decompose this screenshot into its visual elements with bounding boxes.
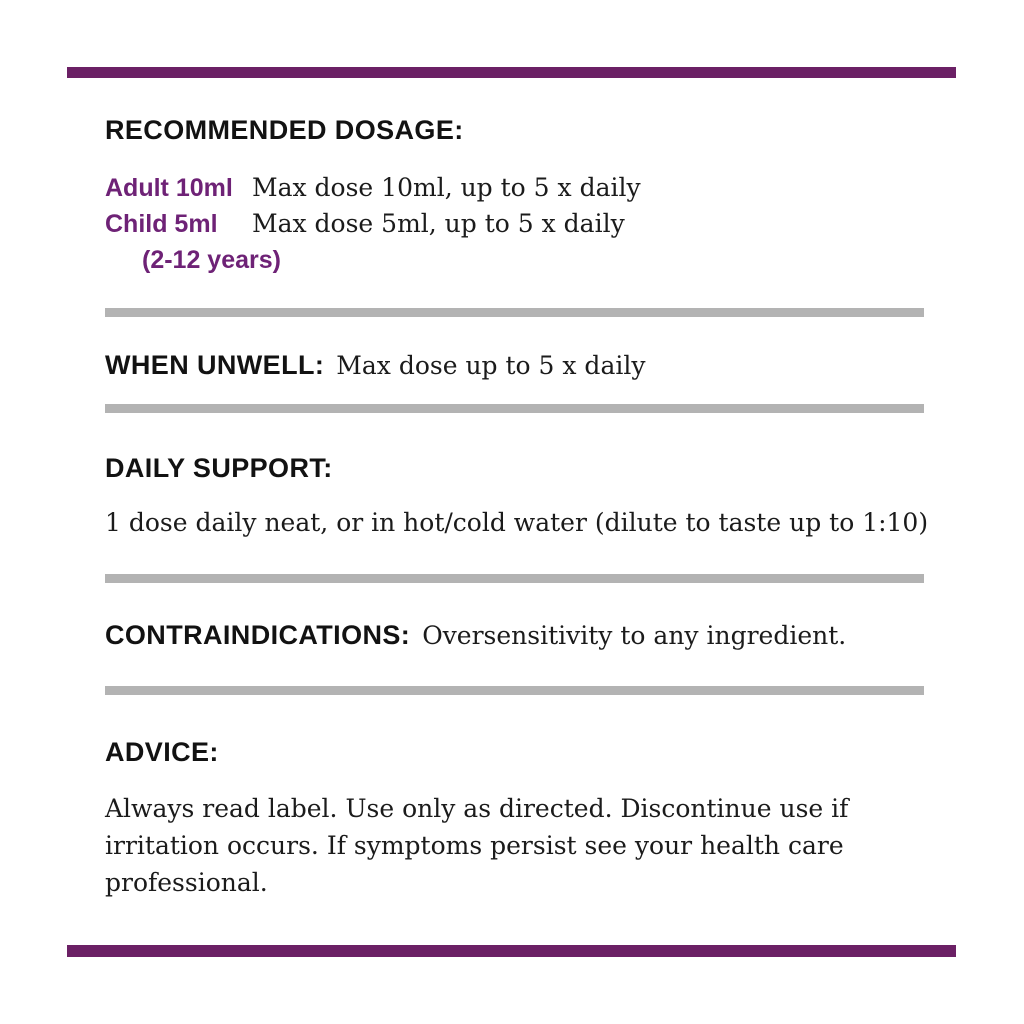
section-divider [105,404,924,413]
contraindications-heading: CONTRAINDICATIONS: [105,620,411,650]
child-dose-text: Max dose 5ml, up to 5 x daily [252,209,625,238]
child-dose-label: Child 5ml [105,210,218,238]
when-unwell-text: Max dose up to 5 x daily [336,351,646,380]
when-unwell-row [105,350,645,381]
daily-support-text: 1 dose daily neat, or in hot/cold water (dilute to taste up to 1:10) [105,508,929,537]
contraindications-text: Oversensitivity to any ingredient. [422,621,847,650]
bottom-accent-bar [67,945,956,957]
dosage-row-child [105,206,641,242]
dosage-row-adult [105,170,641,206]
top-accent-bar [67,67,956,78]
child-age-note: (2-12 years) [142,246,281,274]
recommended-dosage-heading: RECOMMENDED DOSAGE: [105,115,464,145]
adult-dose-label: Adult 10ml [105,174,233,202]
adult-dose-text: Max dose 10ml, up to 5 x daily [252,173,641,202]
when-unwell-heading: WHEN UNWELL: [105,350,325,380]
contraindications-row [105,620,846,651]
daily-support-heading: DAILY SUPPORT: [105,453,333,483]
advice-heading: ADVICE: [105,737,219,767]
dosage-table [105,170,641,278]
section-divider [105,308,924,317]
advice-text: Always read label. Use only as directed. Discontinue use if irritation occurs. If symptoms persist see your health care professional. [105,794,849,897]
section-divider [105,574,924,583]
section-divider [105,686,924,695]
